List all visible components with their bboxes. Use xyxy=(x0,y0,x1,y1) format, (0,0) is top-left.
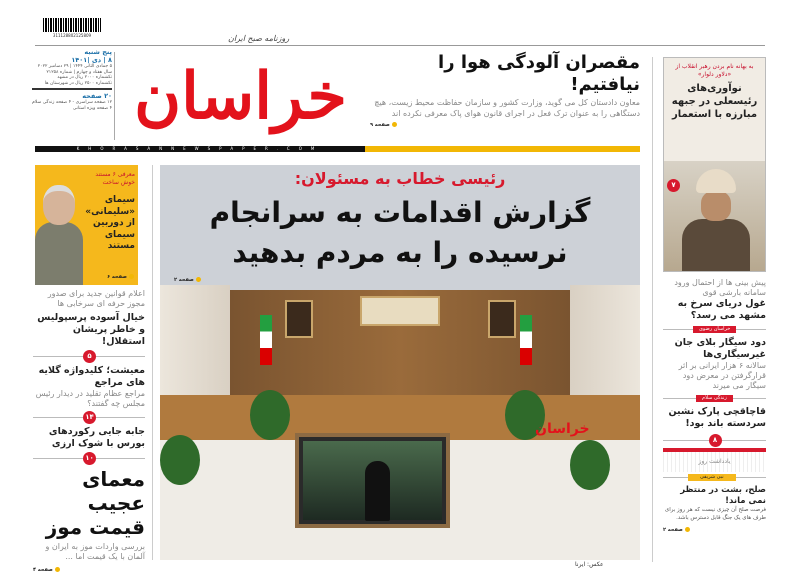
issue-info xyxy=(32,48,112,111)
note-summary: فرصت صلح آن چیزی نیست که هر روز برای طرف های یک جنگ قابل دسترس باشد. xyxy=(664,507,766,521)
weekday: پنج شنبه xyxy=(84,48,112,56)
website-strip: KHORASANNEWSPAPER.COM xyxy=(35,146,365,152)
top-story-title[interactable]: مقصران آلودگی هوا را نیافتیم! xyxy=(438,52,640,95)
divider xyxy=(663,395,766,401)
feature-kicker: معرفی ۶ مستند خوش ساخت xyxy=(95,171,135,186)
video-screen xyxy=(295,433,450,528)
divider xyxy=(33,352,145,360)
portrait-photo xyxy=(35,180,83,285)
divider xyxy=(33,413,145,421)
story-title[interactable]: دود سیگار بلای جان غیرسیگاری‌ها xyxy=(674,337,766,360)
story-title[interactable]: قاچاقچی پارک نشین سردسته باند بود! xyxy=(668,406,766,429)
left-feature-box[interactable] xyxy=(35,165,138,285)
note-label: یادداشت روز xyxy=(663,452,766,472)
divider xyxy=(663,436,766,444)
story-title[interactable]: معمای عجیب قیمت موز xyxy=(45,467,145,539)
page-badge: ۸ xyxy=(709,434,722,447)
issue-detail: سال هفتاد و چهارم | شماره ۲۱۲۵۸ xyxy=(46,69,112,75)
issue-date: ۸ | دی |۱۴۰۱ xyxy=(71,56,112,64)
page-note: ۱۲ صفحه سراسری - ۴ صفحه زندگی سلام xyxy=(32,100,112,105)
feature-kicker: به بهانه نام بردن رهبر انقلاب از «دلاور دلوار» xyxy=(675,63,754,78)
divider xyxy=(663,474,766,480)
story-summary: اعلام قوانین جدید برای صدور مجوز حرفه ای سرخابی ها xyxy=(47,289,145,308)
divider xyxy=(35,45,765,46)
divider xyxy=(114,52,115,140)
top-story-summary xyxy=(370,98,640,129)
main-headline xyxy=(160,193,640,273)
page-ref[interactable]: صفحه ۶ xyxy=(107,273,134,281)
page-ref[interactable]: صفحه ۲ xyxy=(663,527,690,533)
section-tag: زندگی سلام xyxy=(696,395,733,402)
author-tag: نبی شریفی xyxy=(688,474,736,481)
divider xyxy=(33,454,145,462)
left-column xyxy=(33,289,145,574)
page-badge: ۵ xyxy=(83,350,96,363)
page-badge: ۱۰ xyxy=(83,452,96,465)
page-ref[interactable]: صفحه ۴ xyxy=(33,567,60,573)
meeting-room-wall xyxy=(230,290,570,405)
headline-line: گزارش اقدامات به سرانجام xyxy=(209,196,591,229)
section-tag: خراسان رضوی xyxy=(693,326,736,333)
watermark: خراسان xyxy=(535,421,590,437)
feature-title: سیمای «سلیمانی» از دوربین سیمای مستند xyxy=(85,195,135,251)
photo-caption: عکس: ایرنا xyxy=(575,561,604,568)
main-kicker: رئیسی خطاب به مسئولان: xyxy=(294,169,506,188)
right-feature-box[interactable] xyxy=(663,57,766,272)
page-badge: ۷ xyxy=(667,179,680,192)
feature-title: نوآوری‌های رئیسعلی در جبهه مبارزه با استعمار xyxy=(671,83,758,120)
issue-detail: تکشماره ۲۵۰۰ ریال در شهرستان ها xyxy=(44,80,112,86)
divider xyxy=(652,57,653,562)
right-column xyxy=(663,278,766,534)
note-bar xyxy=(663,448,766,452)
story-title[interactable]: خیال آسوده پرسپولیس و خاطر پریشان استقلال! xyxy=(37,312,145,347)
main-photo-story[interactable] xyxy=(160,165,640,560)
story-summary: مراجع عظام تقلید در دیدار رئیس مجلس چه گفتند؟ xyxy=(35,389,145,408)
issue-detail: ۵ جمادی الثانی ۱۴۴۴ | ۲۹ دسامبر ۲۰۲۲ xyxy=(37,64,112,69)
note-title[interactable]: صلح، بشت در منتظر نمی ماند! xyxy=(680,485,766,506)
story-title[interactable]: غول دریای سرخ به مشهد می رسد؟ xyxy=(677,298,766,321)
barcode-number: 311128802125809 xyxy=(52,33,92,38)
story-summary: سالانه ۶ هزار ایرانی بر اثر قرارگرفتن در معرض دود سیگار می میرند xyxy=(678,361,766,390)
divider xyxy=(152,165,153,560)
story-title[interactable]: جابه جایی رکوردهای بورس با شوک ارزی xyxy=(48,426,145,449)
page-ref[interactable]: صفحه ۲ xyxy=(174,277,201,283)
story-summary: بررسی واردات موز به ایران و آلمان با یک قیمت اما ... xyxy=(45,542,145,561)
story-title[interactable]: معیشت؛ کلیدواژه گلایه های مراجع xyxy=(38,365,145,388)
page-count: ۲۰ صفحه xyxy=(82,92,112,100)
barcode xyxy=(43,18,101,32)
summary-text: معاون دادستان کل می گوید، وزارت کشور و سازمان حفاظت محیط زیست، هیچ دستگاهی را به عنوان ترک فعل در اجرای قانون هوای پاک معرفی نکرده اند xyxy=(374,98,640,118)
divider xyxy=(32,88,112,90)
page-ref[interactable]: صفحه ۹ xyxy=(370,122,397,128)
yellow-strip xyxy=(365,146,640,152)
tagline: روزنامه صبح ایران xyxy=(225,34,292,44)
headline-line: نرسیده را به مردم بدهید xyxy=(232,236,568,269)
portrait-photo xyxy=(664,161,766,271)
issue-detail: تکشماره ۲۰۰۰ ریال در مشهد xyxy=(57,75,112,80)
story-summary: پیش بینی ها از احتمال ورود سامانه بارشی قوی xyxy=(674,278,766,297)
newspaper-logo: خراسان xyxy=(134,59,347,134)
page-badge: ۱۴ xyxy=(83,411,96,424)
page-note: ۴ صفحه ویژه استانی xyxy=(72,105,112,111)
divider xyxy=(663,326,766,332)
